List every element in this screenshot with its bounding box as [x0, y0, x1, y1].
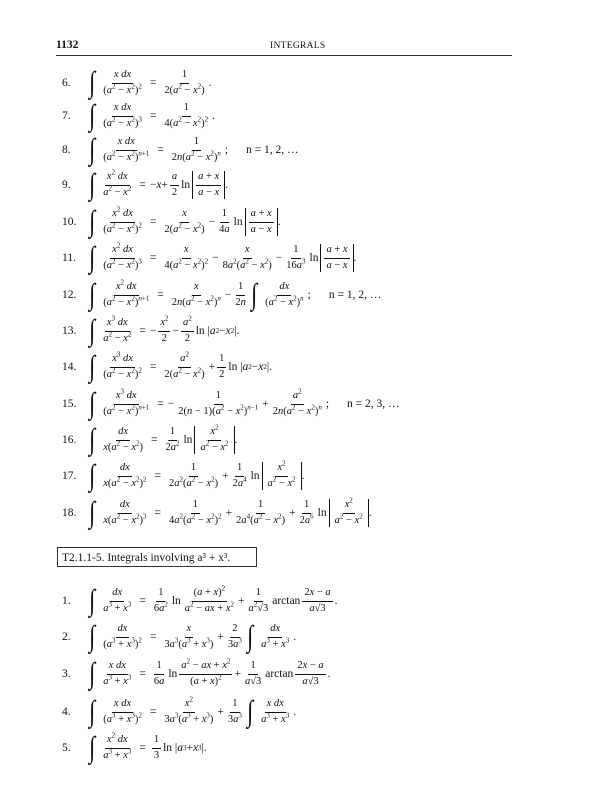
formula-number: 3.	[62, 668, 71, 680]
condition: n = 1, 2, …	[246, 144, 299, 156]
formula-row: 15. ∫ $\frac{x^3 dx}{(a^2 - x^2)^{n+1}}$ = − $\frac{1}{2(n - 1)(a^2 - x^2)^{n-1}}$ + $\frac{a^2}{2n(a^2 - x^2)^n}$ ; n = 2, 3, …	[62, 387, 400, 420]
section-heading-box	[57, 547, 257, 567]
formula-number: 16.	[62, 434, 77, 446]
formula-number: 6.	[62, 77, 71, 89]
header-rule	[56, 55, 512, 56]
formula-row: 2. ∫ $\frac{dx}{(a^3 + x^3)^2}$ = $\frac{x}{3a^3(a^3 + x^3)}$ + $\frac{2}{3a^3}$ ∫ $\frac{dx}{a^3 + x^3}$ .	[62, 620, 297, 653]
formula-row: 14. ∫ $\frac{x^3 dx}{(a^2 - x^2)^2}$ = $\frac{a^2}{2(a^2 - x^2)}$ + $\frac{1}{2}$ ln | a 2 − x 2 |.	[62, 350, 273, 383]
formula-number: 14.	[62, 361, 77, 373]
formula-row: 13. ∫ $\frac{x^3 dx}{a^2 - x^2}$ = − $\frac{x^2}{2}$ − $\frac{a^2}{2}$ ln | a 2 − x 2 |.	[62, 314, 240, 347]
formula-number: 2.	[62, 631, 71, 643]
formula-row: 6. ∫ $\frac{\text{x dx}}{(a^2 - x^2)^2}$ = $\frac{1}{2(a^2 - x^2)}$ .	[62, 66, 212, 99]
formula-number: 13.	[62, 325, 77, 337]
running-title	[270, 39, 325, 51]
formula-row: 18. ∫ $\frac{dx}{x(a^2 - x^2)^3}$ = $\frac{1}{4a^2(a^2 - x^2)^2}$ + $\frac{1}{2a^4(a^2 - x^2)}$ + $\frac{1}{2a^6}$ ln $\frac{x^2}{a^2 - x^2}$ .	[62, 496, 372, 529]
condition: n = 1, 2, …	[328, 289, 382, 301]
running-title-text: INTEGRALS	[270, 41, 326, 51]
formula-row: 17. ∫ $\frac{dx}{x(a^2 - x^2)^2}$ = $\frac{1}{2a^2(a^2 - x^2)}$ + $\frac{1}{2a^4}$ ln $\frac{x^2}{a^2 - x^2}$ .	[62, 459, 305, 492]
formula-number: 17.	[62, 470, 77, 482]
formula-number: 10.	[62, 216, 77, 228]
formula-row: 10. ∫ $\frac{x^2 dx}{(a^2 - x^2)^2}$ = $\frac{x}{2(a^2 - x^2)}$ − $\frac{1}{4a}$ ln $\frac{a + x}{a - x}$ .	[62, 205, 281, 238]
formula-row: 1. ∫ $\frac{dx}{a^3 + x^3}$ = $\frac{1}{6a^2}$ ln $\frac{(a + x)^2}{a^2 - ax + x^2}$ + $\frac{1}{a^2√3}$ arctan $\frac{2x - a}{a√3}$ .	[62, 584, 338, 617]
formula-number: 15.	[62, 398, 77, 410]
formula-number: 18.	[62, 507, 77, 519]
condition: n = 2, 3, …	[347, 398, 400, 410]
formula-number: 5.	[62, 742, 71, 754]
formula-number: 12.	[62, 289, 77, 301]
formula-number: 7.	[62, 110, 71, 122]
formula-row: 16. ∫ $\frac{dx}{x(a^2 - x^2)}$ = $\frac{1}{2a^2}$ ln $\frac{x^2}{a^2 - x^2}$ .	[62, 423, 238, 456]
formula-row: 11. ∫ $\frac{x^2 dx}{(a^2 - x^2)^3}$ = $\frac{x}{4(a^2 - x^2)^2}$ − $\frac{x}{8a^2(a^2 - x^2)}$ − $\frac{1}{16a^3}$ ln $\frac{a + x}{a - x}$ .	[62, 241, 357, 274]
formula-row: 8. ∫ $\frac{\text{x dx}}{(a^2 - x^2)^{n+1}}$ = $\frac{1}{2n(a^2 - x^2)^n}$ ; n = 1, 2, …	[62, 133, 299, 166]
formula-row: 3. ∫ $\frac{\text{x dx}}{a^3 + x^3}$ = $\frac{1}{6a}$ ln $\frac{a^2 - ax + x^2}{(a + x)^2}$ + $\frac{1}{a√3}$ arctan $\frac{2x - a}{a√3}$ .	[62, 657, 331, 690]
formula-number: 8.	[62, 144, 71, 156]
page-number: 1132	[56, 39, 79, 51]
fraction: $\frac{\text{x dx}}{(a^2 - x^2)^2}$	[103, 69, 142, 96]
section-heading: T2.1.1-5. Integrals involving a³ + x³.	[62, 552, 231, 564]
formula-row: 12. ∫ $\frac{x^2 dx}{(a^2 - x^2)^{n+1}}$ = $\frac{x}{2n(a^2 - x^2)^n}$ − $\frac{1}{2n}$ ∫ $\frac{dx}{(a^2 - x^2)^n}$ ; n = 1, 2, …	[62, 278, 382, 311]
formula-number: 11.	[62, 252, 76, 264]
formula-number: 9.	[62, 179, 71, 191]
formula-number: 1.	[62, 595, 71, 607]
formula-row: 7. ∫ $\frac{\text{x dx}}{(a^2 - x^2)^3}$ = $\frac{1}{4(a^2 - x^2)^2}$ .	[62, 99, 216, 132]
formula-number: 4.	[62, 706, 71, 718]
formula-row: 9. ∫ $\frac{x^2 dx}{a^2 - x^2}$ = − x + $\frac{a}{2}$ ln $\frac{a + x}{a - x}$ .	[62, 168, 229, 201]
formula-row: 5. ∫ $\frac{x^2 dx}{a^3 + x^3}$ = $\frac{1}{3}$ ln | a 3 + x 3 |.	[62, 731, 207, 764]
formula-row: 4. ∫ $\frac{\text{x dx}}{(a^3 + x^3)^2}$ = $\frac{x^2}{3a^3(a^3 + x^3)}$ + $\frac{1}{3a^3}$ ∫ $\frac{\text{x dx}}{a^3 + x^3}$ .	[62, 695, 297, 728]
integral-sign: ∫	[89, 66, 96, 99]
